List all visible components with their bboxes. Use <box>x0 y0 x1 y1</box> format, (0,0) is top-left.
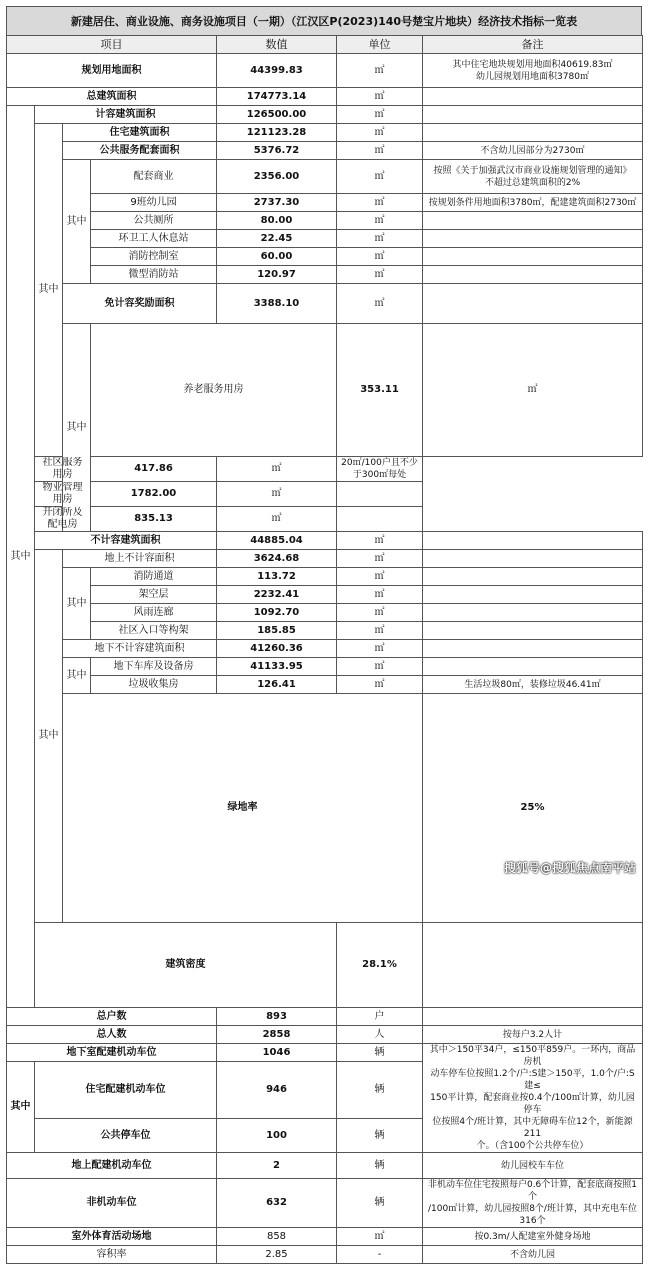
row-note: 按0.3m/人配建室外健身场地 <box>423 1228 643 1246</box>
row-note <box>423 106 643 124</box>
table-row <box>7 604 643 622</box>
row-note <box>423 1008 643 1026</box>
row-value: 2858 <box>217 1026 337 1044</box>
row-label: 规划用地面积 <box>7 54 217 88</box>
header-note: 备注 <box>423 36 643 54</box>
sheet-title: 新建居住、商业设施、商务设施项目（一期）（江汉区P(2023)140号楚宝片地块）经济技术指标一览表 <box>6 6 642 36</box>
row-note <box>423 586 643 604</box>
row-label: 地下室配建机动车位 <box>7 1044 217 1062</box>
table-row <box>7 106 643 124</box>
row-value: 1092.70 <box>217 604 337 622</box>
row-unit: ㎡ <box>337 88 423 106</box>
row-value: 1782.00 <box>91 482 217 507</box>
row-value: 893 <box>217 1008 337 1026</box>
table-row <box>7 482 643 507</box>
row-label: 公共服务配套面积 <box>63 142 217 160</box>
row-value: 25% <box>423 694 643 923</box>
table-row <box>7 54 643 88</box>
row-label: 公共停车位 <box>35 1119 217 1153</box>
row-unit: ㎡ <box>337 266 423 284</box>
row-unit: 辆 <box>337 1044 423 1062</box>
row-value: 126500.00 <box>217 106 337 124</box>
row-value: 44399.83 <box>217 54 337 88</box>
table-row <box>7 248 643 266</box>
row-label: 风雨连廊 <box>91 604 217 622</box>
row-value: 632 <box>217 1179 337 1228</box>
row-unit <box>423 923 643 1008</box>
row-note <box>423 248 643 266</box>
row-unit: ㎡ <box>337 622 423 640</box>
row-unit: ㎡ <box>337 604 423 622</box>
row-value: 858 <box>217 1228 337 1246</box>
watermark-text: 搜狐号@搜狐焦点南平站 <box>503 861 636 875</box>
row-value: 353.11 <box>337 324 423 457</box>
row-label: 住宅配建机动车位 <box>35 1062 217 1119</box>
row-label: 室外体育活动场地 <box>7 1228 217 1246</box>
row-label: 地上不计容面积 <box>63 550 217 568</box>
row-note <box>423 550 643 568</box>
group-label-parking: 其中 <box>7 1062 35 1153</box>
row-note: 按照《关于加强武汉市商业设施规划管理的通知》 不超过总建筑面积的2% <box>423 160 643 194</box>
row-note <box>423 212 643 230</box>
row-label: 配套商业 <box>91 160 217 194</box>
row-label: 环卫工人休息站 <box>91 230 217 248</box>
row-unit: ㎡ <box>337 676 423 694</box>
group-label-above: 其中 <box>63 568 91 640</box>
row-label: 9班幼儿园 <box>91 194 217 212</box>
table-row <box>7 1179 643 1228</box>
row-unit: ㎡ <box>337 284 423 324</box>
table-row <box>7 622 643 640</box>
group-label-public: 其中 <box>63 160 91 284</box>
row-value: 1046 <box>217 1044 337 1062</box>
row-unit: ㎡ <box>337 212 423 230</box>
row-label: 总户数 <box>7 1008 217 1026</box>
row-label: 非机动车位 <box>7 1179 217 1228</box>
row-value: 174773.14 <box>217 88 337 106</box>
table-row <box>7 124 643 142</box>
row-unit: 辆 <box>337 1179 423 1228</box>
row-unit: 辆 <box>337 1062 423 1119</box>
row-value: 2356.00 <box>217 160 337 194</box>
group-label-under: 其中 <box>63 658 91 694</box>
row-note <box>423 640 643 658</box>
row-unit: ㎡ <box>337 568 423 586</box>
row-value: 3388.10 <box>217 284 337 324</box>
row-note <box>423 532 643 550</box>
row-label: 绿地率 <box>63 694 423 923</box>
row-label: 社区服务用房 <box>35 457 91 482</box>
table-row <box>7 676 643 694</box>
row-note <box>423 124 643 142</box>
row-value: 113.72 <box>217 568 337 586</box>
row-value: 126.41 <box>217 676 337 694</box>
row-label: 公共厕所 <box>91 212 217 230</box>
table-row <box>7 923 643 1008</box>
row-label: 免计容奖励面积 <box>63 284 217 324</box>
row-label: 垃圾收集房 <box>91 676 217 694</box>
row-note: 生活垃圾80㎡，装修垃圾46.41㎡ <box>423 676 643 694</box>
header-item: 项目 <box>7 36 217 54</box>
table-row <box>7 457 643 482</box>
row-note <box>423 622 643 640</box>
row-unit: ㎡ <box>337 142 423 160</box>
row-value: 2.85 <box>217 1246 337 1264</box>
row-label: 地上配建机动车位 <box>7 1153 217 1179</box>
row-unit: ㎡ <box>337 640 423 658</box>
row-unit: 人 <box>337 1026 423 1044</box>
row-value: 121123.28 <box>217 124 337 142</box>
table-row <box>7 658 643 676</box>
row-value: 417.86 <box>91 457 217 482</box>
row-label: 不计容建筑面积 <box>35 532 217 550</box>
row-label: 计容建筑面积 <box>35 106 217 124</box>
row-note: 幼儿园校车车位 <box>423 1153 643 1179</box>
row-value: 185.85 <box>217 622 337 640</box>
row-unit: ㎡ <box>337 54 423 88</box>
row-note <box>423 88 643 106</box>
row-value: 120.97 <box>217 266 337 284</box>
row-label: 地下车库及设备房 <box>91 658 217 676</box>
row-note <box>423 266 643 284</box>
row-label: 架空层 <box>91 586 217 604</box>
indicator-table <box>6 35 643 1264</box>
row-unit: ㎡ <box>337 1228 423 1246</box>
row-label: 物业管理用房 <box>35 482 91 507</box>
table-row <box>7 586 643 604</box>
row-value: 41133.95 <box>217 658 337 676</box>
row-note <box>423 658 643 676</box>
table-row <box>7 568 643 586</box>
table-row <box>7 324 643 457</box>
row-value: 2737.30 <box>217 194 337 212</box>
row-unit: ㎡ <box>337 248 423 266</box>
table-row <box>7 1228 643 1246</box>
row-unit: ㎡ <box>337 230 423 248</box>
row-unit: ㎡ <box>337 160 423 194</box>
row-value: 41260.36 <box>217 640 337 658</box>
row-unit: ㎡ <box>337 658 423 676</box>
row-label: 建筑密度 <box>35 923 337 1008</box>
row-unit: ㎡ <box>217 507 337 532</box>
row-unit: 辆 <box>337 1119 423 1153</box>
row-label: 总建筑面积 <box>7 88 217 106</box>
row-unit: ㎡ <box>337 532 423 550</box>
row-unit: ㎡ <box>217 457 337 482</box>
table-row <box>7 640 643 658</box>
row-label: 微型消防站 <box>91 266 217 284</box>
row-value: 835.13 <box>91 507 217 532</box>
group-label-outer: 其中 <box>7 106 35 1008</box>
row-label: 消防通道 <box>91 568 217 586</box>
row-label: 养老服务用房 <box>91 324 337 457</box>
table-row <box>7 694 643 923</box>
row-note <box>337 482 423 507</box>
parking-note: 其中＞150平34户，≤150平859户。一环内，商品房机 动车停车位按照1.2个/户:S建＞150平，1.0个/户:S建≤ 150平计算，配套商业按0.4个/100㎡计算，幼儿园停车 位按照4个/班计算，其中无障碍车位12个，新能源211 个。（含100个公共停车位） <box>423 1044 643 1153</box>
table-row <box>7 550 643 568</box>
row-note: 其中住宅地块规划用地面积40619.83㎡ 幼儿园规划用地面积3780㎡ <box>423 54 643 88</box>
group-label-far: 其中 <box>35 124 63 457</box>
row-label: 容积率 <box>7 1246 217 1264</box>
header-unit: 单位 <box>337 36 423 54</box>
group-label-nonfar: 其中 <box>35 550 63 923</box>
table-row <box>7 1153 643 1179</box>
row-unit: ㎡ <box>337 124 423 142</box>
row-note: 按每户3.2人计 <box>423 1026 643 1044</box>
row-note: 不含幼儿园部分为2730㎡ <box>423 142 643 160</box>
table-row <box>7 142 643 160</box>
row-note <box>423 284 643 324</box>
row-unit: 户 <box>337 1008 423 1026</box>
table-row <box>7 230 643 248</box>
row-value: 2 <box>217 1153 337 1179</box>
table-row <box>7 266 643 284</box>
table-row <box>7 284 643 324</box>
row-label: 住宅建筑面积 <box>63 124 217 142</box>
row-value: 22.45 <box>217 230 337 248</box>
table-row <box>7 507 643 532</box>
table-row <box>7 1044 643 1062</box>
row-value: 100 <box>217 1119 337 1153</box>
row-unit: ㎡ <box>337 106 423 124</box>
row-value: 5376.72 <box>217 142 337 160</box>
table-row <box>7 160 643 194</box>
table-row <box>7 1008 643 1026</box>
row-unit: 辆 <box>337 1153 423 1179</box>
row-unit: ㎡ <box>337 550 423 568</box>
row-value: 60.00 <box>217 248 337 266</box>
group-label-bonus: 其中 <box>63 324 91 532</box>
row-note: 不含幼儿园 <box>423 1246 643 1264</box>
table-row <box>7 1026 643 1044</box>
table-header-row <box>7 36 643 54</box>
row-value: 2232.41 <box>217 586 337 604</box>
row-value: 80.00 <box>217 212 337 230</box>
table-row <box>7 88 643 106</box>
table-row <box>7 194 643 212</box>
row-label: 社区入口等构架 <box>91 622 217 640</box>
row-note <box>423 230 643 248</box>
row-note <box>423 568 643 586</box>
row-value: 28.1% <box>337 923 423 1008</box>
row-unit: ㎡ <box>337 586 423 604</box>
row-label: 地下不计容建筑面积 <box>63 640 217 658</box>
table-row <box>7 1246 643 1264</box>
row-note <box>337 507 423 532</box>
row-note: 非机动车位住宅按照每户0.6个计算，配套底商按照1个 /100㎡计算，幼儿园按照8个/班计算，其中充电车位 316个 <box>423 1179 643 1228</box>
row-unit: - <box>337 1246 423 1264</box>
row-note: 20㎡/100户且不少于300㎡每处 <box>337 457 423 482</box>
table-row <box>7 212 643 230</box>
table-row <box>7 532 643 550</box>
header-value: 数值 <box>217 36 337 54</box>
row-label: 总人数 <box>7 1026 217 1044</box>
row-value: 44885.04 <box>217 532 337 550</box>
row-unit: ㎡ <box>423 324 643 457</box>
row-value: 946 <box>217 1062 337 1119</box>
row-label: 开闭所及配电房 <box>35 507 91 532</box>
row-note <box>423 604 643 622</box>
row-value: 3624.68 <box>217 550 337 568</box>
row-unit: ㎡ <box>217 482 337 507</box>
row-unit: ㎡ <box>337 194 423 212</box>
row-note: 按规划条件用地面积3780㎡，配建建筑面积2730㎡ <box>423 194 643 212</box>
row-label: 消防控制室 <box>91 248 217 266</box>
